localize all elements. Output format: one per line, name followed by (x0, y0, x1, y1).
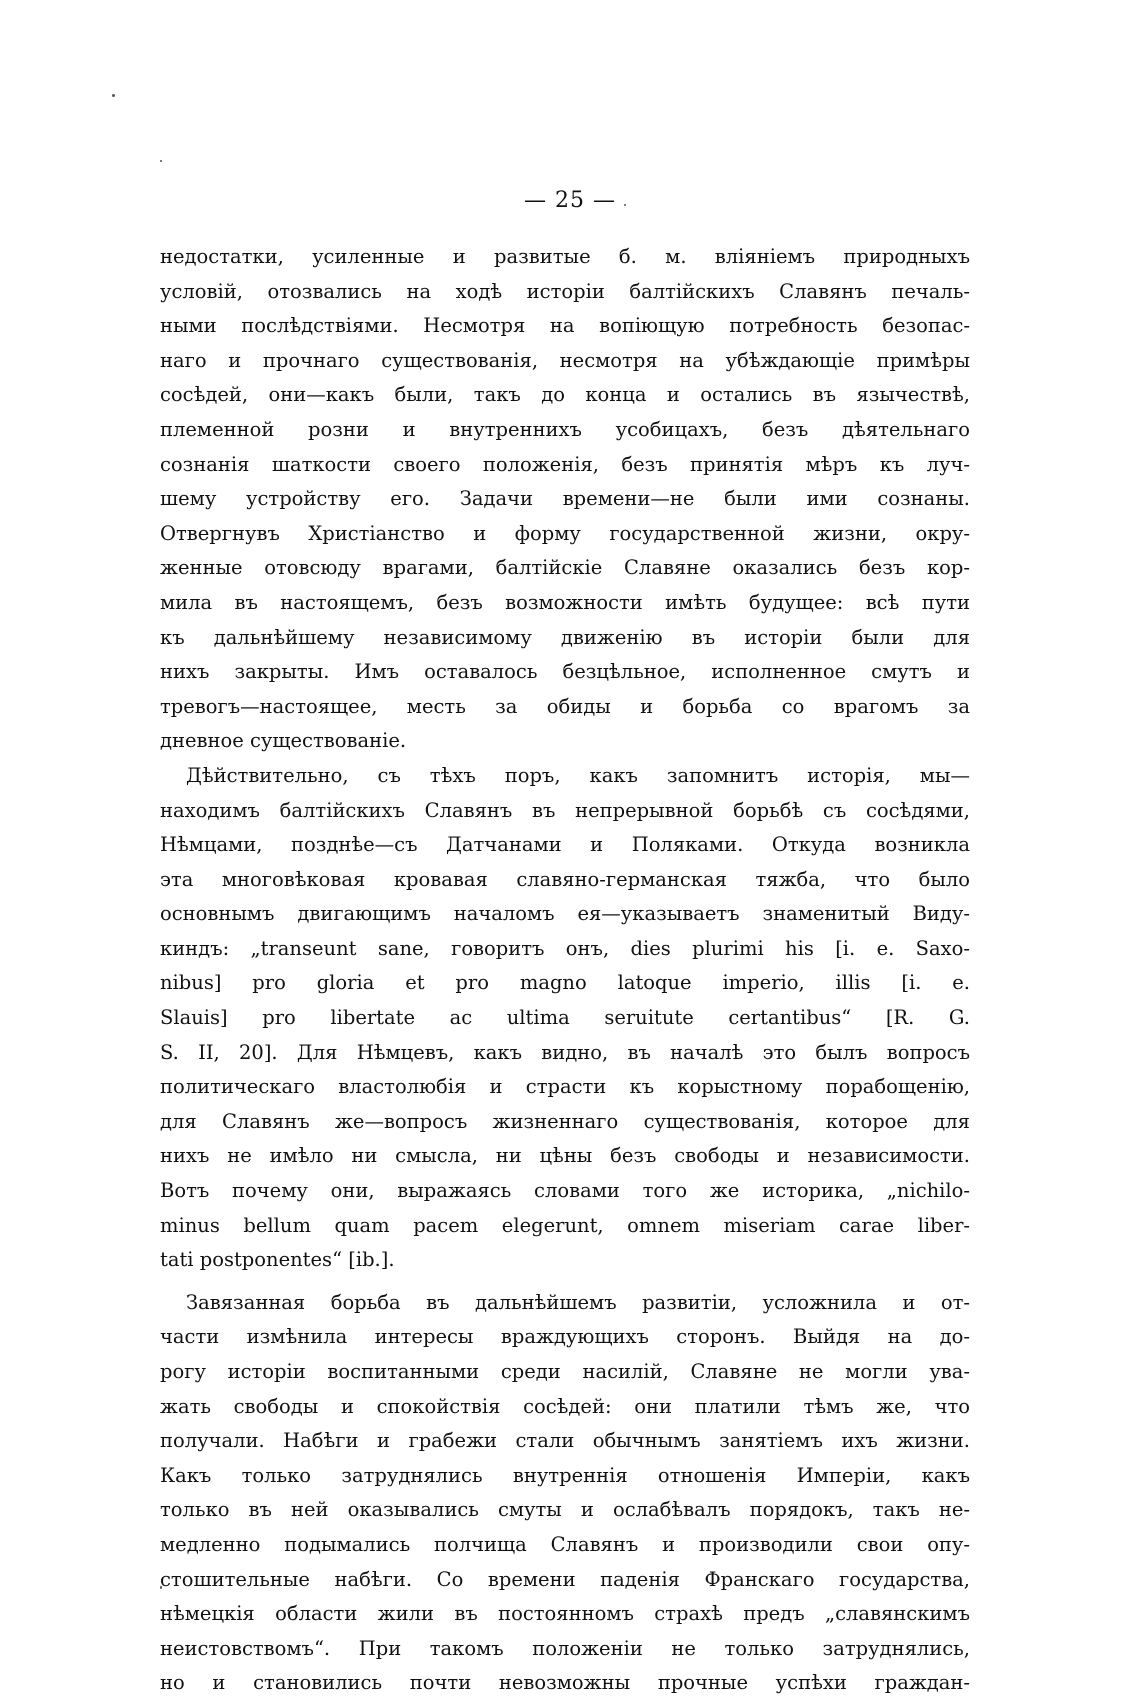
text-line: недостатки, усиленные и развитые б. м. вліяніемъ природныхъ (160, 245, 970, 268)
text-line: медленно подымались полчища Славянъ и производили свои опу- (160, 1532, 970, 1556)
text-line: Завязанная борьба въ дальнѣйшемъ развитіи, усложнила и от- (186, 1290, 970, 1314)
text-line: находимъ балтійскихъ Славянъ въ непрерывной борьбѣ съ сосѣдями, (160, 798, 970, 822)
paragraph-3 (160, 1286, 970, 1701)
paragraph-gap (160, 1278, 970, 1286)
text-line: Нѣмцами, позднѣе—съ Датчанами и Поляками. Откуда возникла (160, 833, 970, 857)
text-line: Отвергнувъ Христіанство и форму государственной жизни, окру- (160, 521, 970, 545)
text-line: сосѣдей, они—какъ были, такъ до конца и остались въ язычествѣ, (160, 383, 970, 407)
text-line: тревогъ—настоящее, месть за обиды и борьба со врагомъ за (160, 694, 970, 718)
scan-speck (160, 160, 162, 162)
text-line: S. II, 20]. Для Нѣмцевъ, какъ видно, въ началѣ это былъ вопросъ (160, 1040, 970, 1064)
text-line: основнымъ двигающимъ началомъ ея—указываетъ знаменитый Виду- (160, 902, 970, 926)
page-number: — 25 — (524, 188, 616, 213)
text-line: но и становились почти невозможны прочные успѣхи граждан- (160, 1671, 970, 1695)
text-line: шему устройству его. Задачи времени—не были ими сознаны. (160, 487, 970, 511)
text-line: nibus] pro gloria et pro magno latoque imperio, illis [i. e. (160, 971, 970, 995)
scan-speck (112, 94, 115, 97)
text-line: мила въ настоящемъ, безъ возможности имѣть будущее: всѣ пути (160, 590, 970, 614)
text-line: киндъ: „transeunt sane, говоритъ онъ, dies plurimi his [i. e. Saxo- (160, 936, 970, 960)
text-line: tati postponentes“ [ib.]. (160, 1248, 395, 1272)
text-line: Slauis] pro libertate ac ultima seruitute certantibus“ [R. G. (160, 1006, 970, 1030)
text-line: женные отовсюду врагами, балтійскіе Славяне оказались безъ кор- (160, 556, 970, 580)
paragraph-2 (160, 759, 970, 1278)
text-line: нѣмецкія области жили въ постоянномъ страхѣ предъ „славянскимъ (160, 1602, 970, 1626)
text-line: Вотъ почему они, выражаясь словами того же историка, „nichilo- (160, 1179, 970, 1203)
text-line: нихъ закрыты. Имъ оставалось безцѣльное, исполненное смутъ и (160, 660, 970, 684)
text-line: условій, отозвались на ходѣ исторіи балтійскихъ Славянъ печаль- (160, 279, 970, 303)
text-line: дневное существованіе. (160, 729, 407, 753)
text-line: части измѣнила интересы враждующихъ сторонъ. Выйдя на до- (160, 1325, 970, 1349)
text-line: жать свободы и спокойствія сосѣдей: они платили тѣмъ же, что (160, 1394, 970, 1418)
paragraph-1 (160, 240, 970, 759)
text-line: племенной розни и внутреннихъ усобицахъ, безъ дѣятельнаго (160, 417, 970, 441)
text-line: эта многовѣковая кровавая славяно-германская тяжба, что было (160, 867, 970, 891)
page-body (160, 240, 970, 1701)
text-line: политическаго властолюбія и страсти къ корыстному порабощенію, (160, 1075, 970, 1099)
text-line: получали. Набѣги и грабежи стали обычнымъ занятіемъ ихъ жизни. (160, 1429, 970, 1453)
text-line: Дѣйствительно, съ тѣхъ поръ, какъ запомнитъ исторія, мы— (186, 763, 970, 787)
text-line: наго и прочнаго существованія, несмотря на убѣждающіе примѣры (160, 348, 970, 372)
text-line: Какъ только затруднялись внутреннія отношенія Имперіи, какъ (160, 1463, 970, 1487)
text-line: для Славянъ же—вопросъ жизненнаго существованія, которое для (160, 1109, 970, 1133)
text-line: къ дальнѣйшему независимому движенію въ исторіи были для (160, 625, 970, 649)
text-line: только въ ней оказывались смуты и ослабѣвалъ порядокъ, такъ не- (160, 1498, 970, 1522)
text-line: нихъ не имѣло ни смысла, ни цѣны безъ свободы и независимости. (160, 1144, 970, 1168)
text-line: стошительные набѣги. Со времени паденія Франскаго государства, (160, 1567, 970, 1591)
text-line: неистовствомъ“. При такомъ положеніи не только затруднялись, (160, 1636, 970, 1660)
text-line: сознанія шаткости своего положенія, безъ принятія мѣръ къ луч- (160, 452, 970, 476)
text-line: minus bellum quam pacem elegerunt, omnem miseriam carae liber- (160, 1213, 970, 1237)
text-line: рогу исторіи воспитанными среди насилій, Славяне не могли ува- (160, 1360, 970, 1383)
text-line: ными послѣдствіями. Несмотря на вопіющую потребность безопас- (160, 314, 970, 338)
